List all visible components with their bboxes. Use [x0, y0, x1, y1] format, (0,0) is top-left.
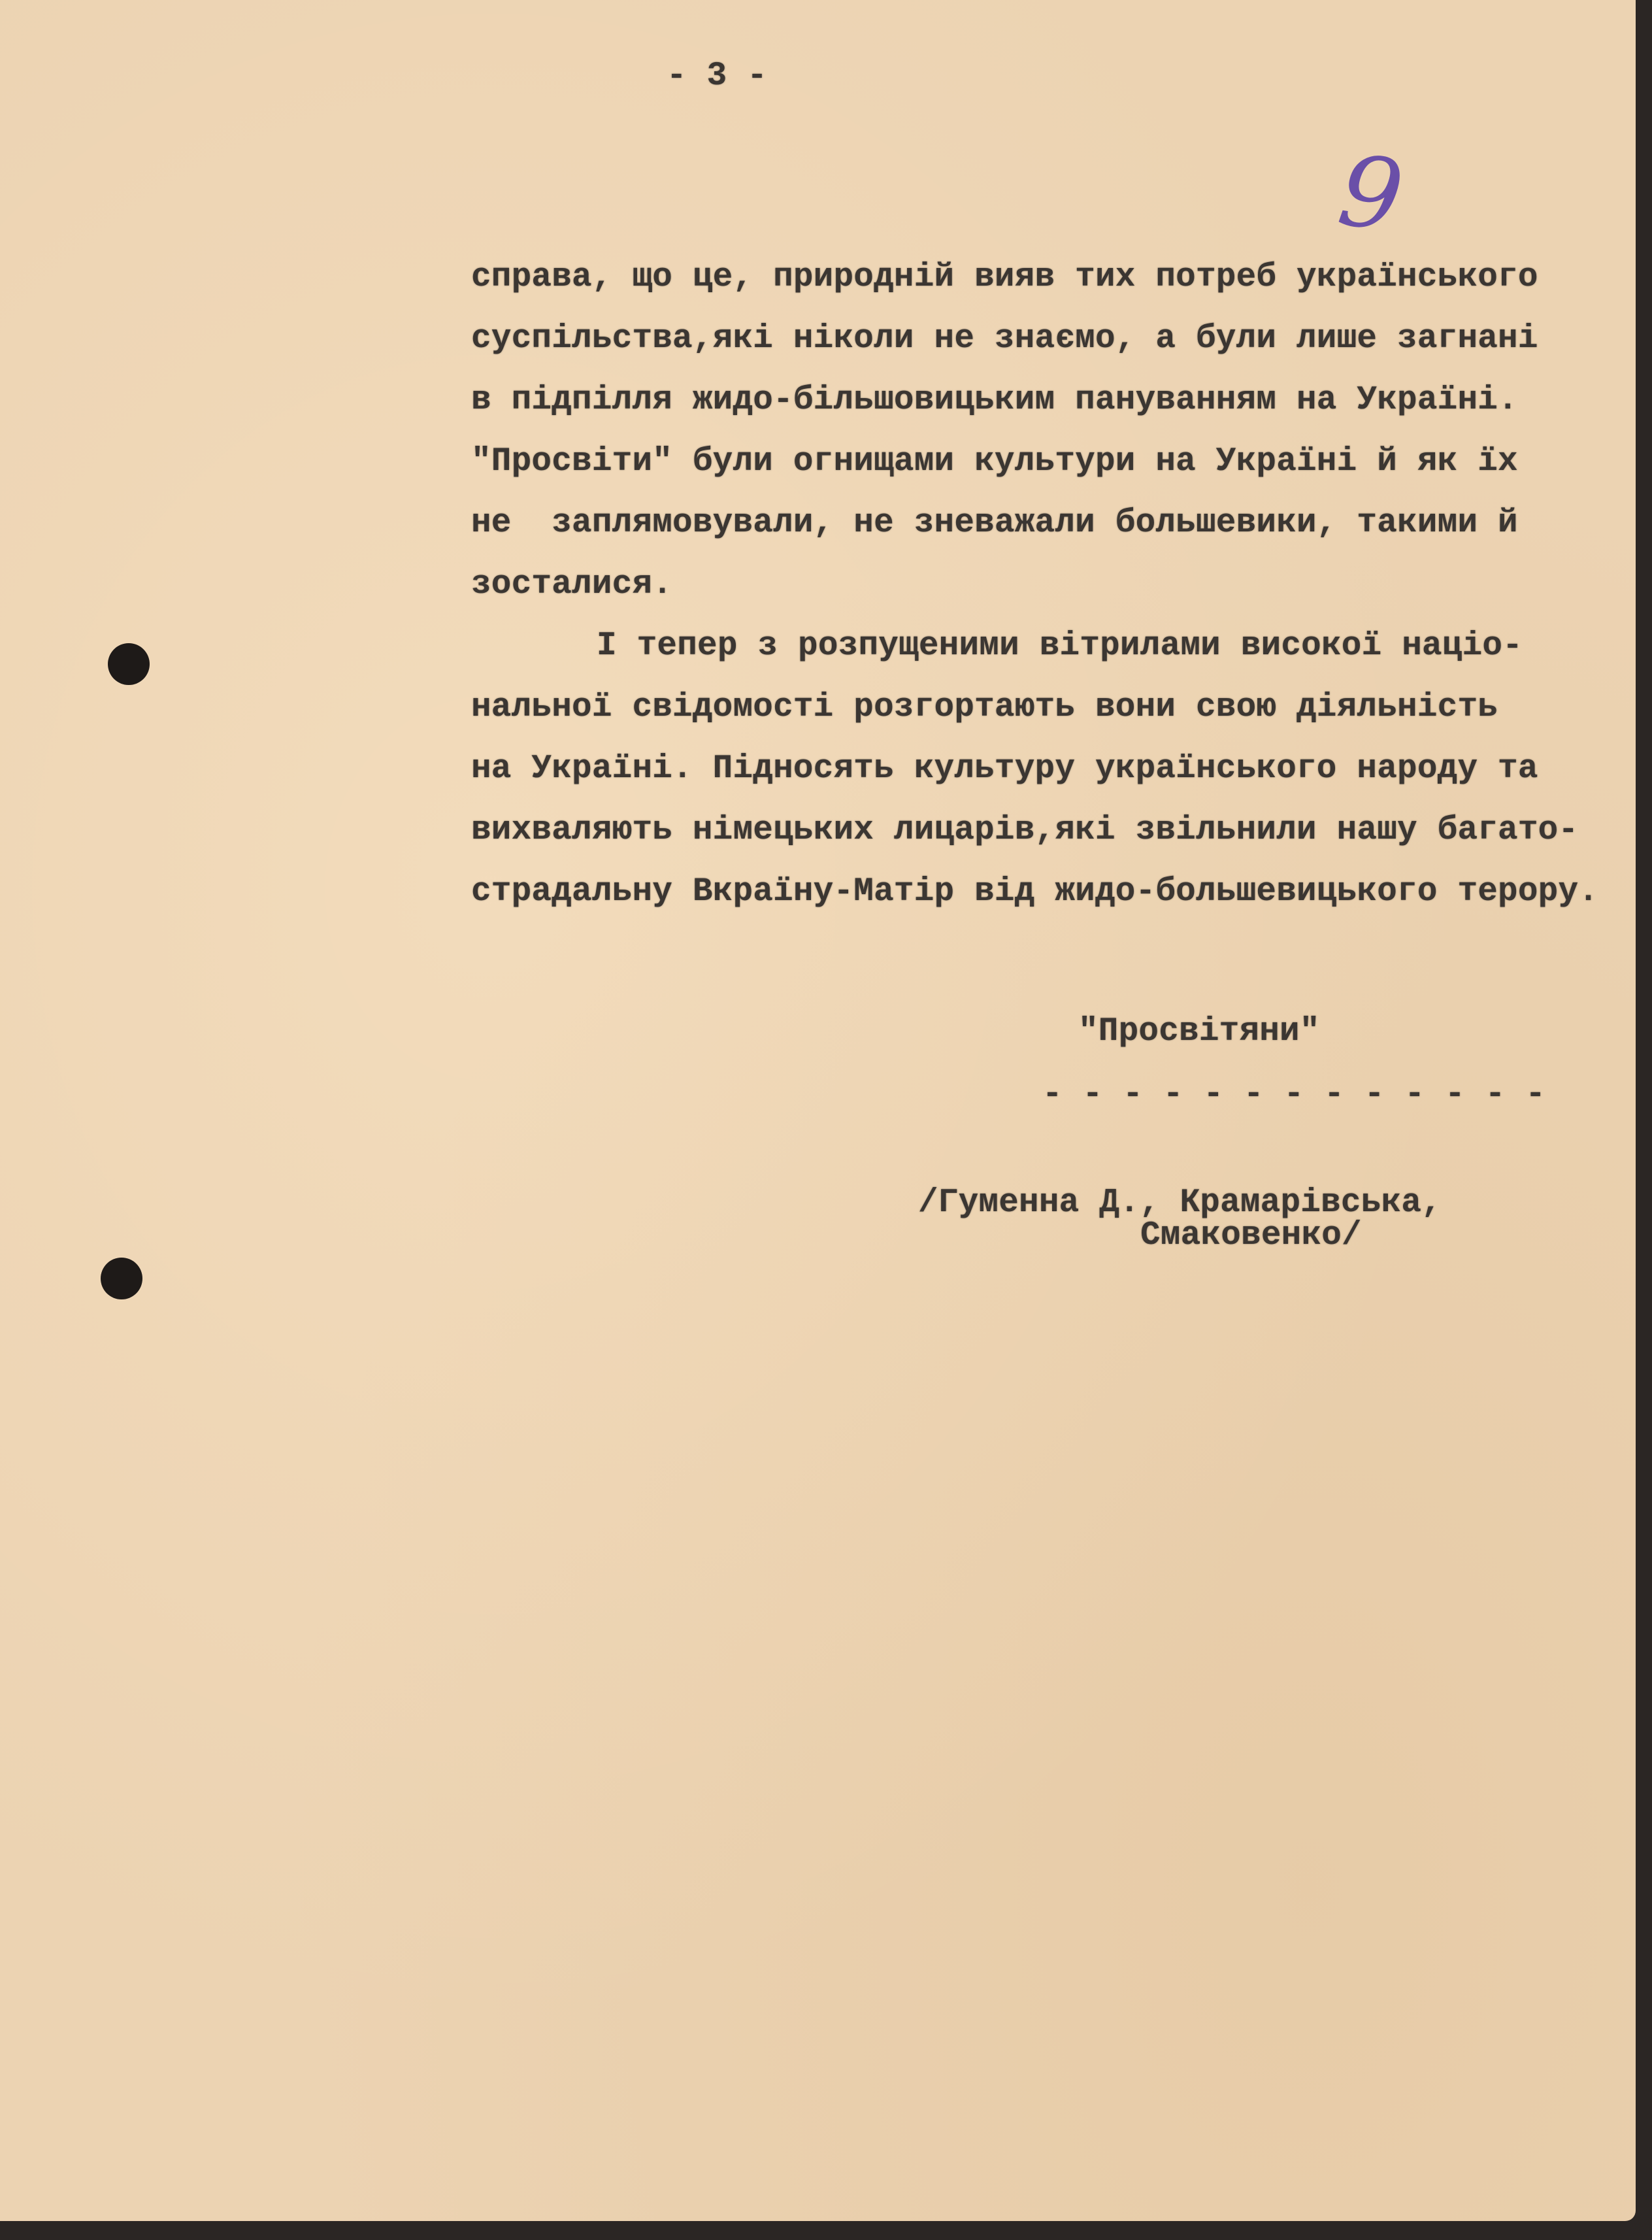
- signatories-line-1: /Гуменна Д., Крамарівська,: [918, 1184, 1442, 1222]
- separator-dashes: - - - - - - - - - - - - -: [1042, 1076, 1546, 1113]
- body-line: в підпілля жидо-більшовицьким пануванням на Україні.: [471, 382, 1518, 419]
- page-number: - 3 -: [667, 58, 768, 95]
- body-line: "Просвіти" були огнищами культури на Україні й як їх: [471, 443, 1518, 480]
- body-line: не заплямовували, не зневажали большевики, такими й: [471, 505, 1518, 542]
- body-line: страдальну Вкраїну-Матір від жидо-большевицького терору.: [471, 873, 1599, 911]
- body-line: на Україні. Підносять культуру українського народу та: [471, 750, 1538, 788]
- signatories-line-2: Смаковенко/: [1140, 1217, 1362, 1254]
- body-line: нальної свідомості розгортають вони свою діяльність: [471, 689, 1498, 726]
- punch-hole: [108, 643, 150, 685]
- punch-hole: [101, 1258, 142, 1299]
- body-line: суспільства,які ніколи не знаємо, а були лише загнані: [471, 320, 1538, 358]
- closing-title: "Просвітяни": [1078, 1013, 1320, 1050]
- body-line: зосталися.: [471, 566, 673, 603]
- handwritten-folio-number: 9: [1332, 133, 1410, 255]
- body-line: справа, що це, природній вияв тих потреб українського: [471, 259, 1538, 296]
- body-line: вихваляють німецьких лицарів,які звільнили нашу багато-: [471, 812, 1579, 849]
- body-line: І тепер з розпущеними вітрилами високої націо-: [597, 627, 1523, 665]
